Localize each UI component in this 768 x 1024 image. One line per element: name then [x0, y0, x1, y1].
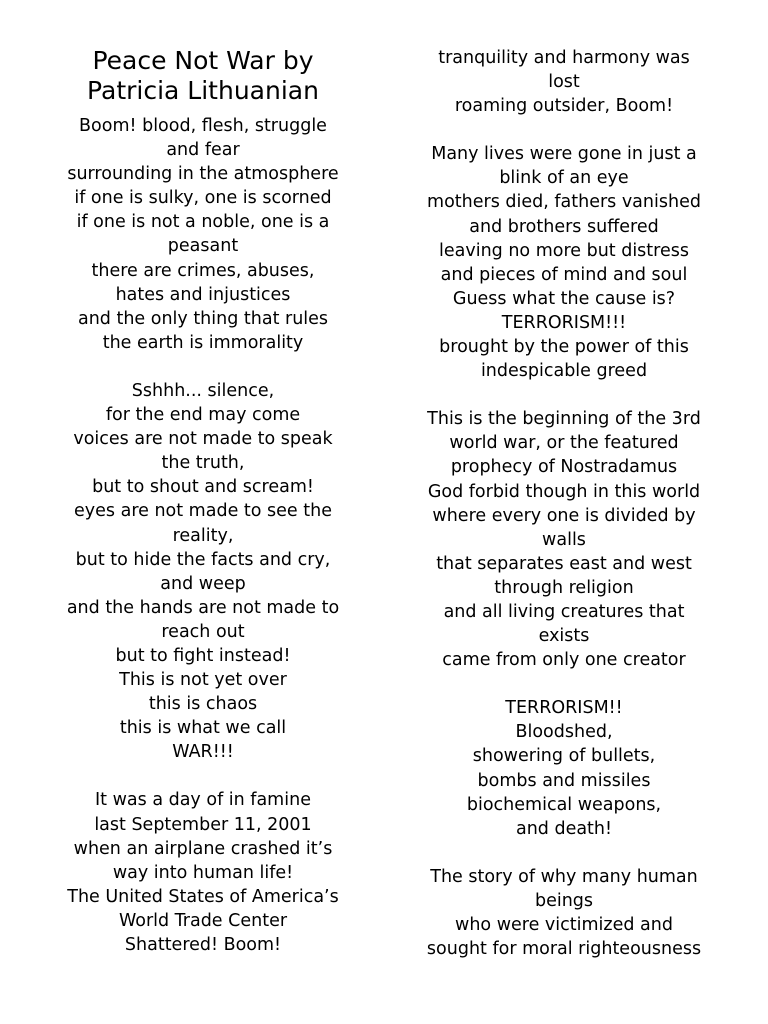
- poem-line: God forbid though in this world: [427, 481, 701, 502]
- poem-line: eyes are not made to see the: [74, 501, 332, 522]
- poem-line: and brothers suffered: [469, 216, 659, 237]
- poem-line: This is not yet over: [119, 670, 287, 691]
- poem-line: tranquility and harmony was: [438, 48, 690, 68]
- poem-line: for the end may come: [105, 405, 301, 426]
- poem-line: WAR!!!: [172, 742, 234, 763]
- poem-line: this is chaos: [148, 694, 258, 715]
- poem-line: biochemical weapons,: [466, 794, 662, 815]
- poem-line: The story of why many human: [430, 866, 698, 887]
- poem-stanza: [398, 865, 730, 961]
- poem-line: showering of bullets,: [472, 746, 656, 767]
- poem-line: beings: [534, 890, 594, 911]
- poem-line: who were victimized and: [455, 915, 673, 935]
- poem-stanza: [36, 379, 370, 765]
- poem-line: Sshhh... silence,: [131, 380, 275, 401]
- poem-line: The United States of America’s: [67, 886, 339, 907]
- poem-line: and pieces of mind and soul: [440, 264, 688, 285]
- poem-line: last September 11, 2001: [94, 814, 312, 835]
- poem-line: but to shout and scream!: [92, 477, 314, 498]
- poem-line: Shattered! Boom!: [124, 935, 282, 955]
- right-stanzas: [398, 46, 730, 961]
- poem-line: Boom! blood, flesh, struggle: [79, 116, 327, 136]
- poem-line: this is what we call: [119, 718, 287, 739]
- poem-line: world war, or the featured: [449, 433, 679, 454]
- poem-line: and fear: [166, 140, 240, 161]
- poem-line: the truth,: [161, 453, 245, 474]
- poem-title: [36, 46, 370, 106]
- left-stanzas: [36, 114, 370, 957]
- poem-line: peasant: [167, 236, 239, 257]
- poem-line: TERRORISM!!: [505, 698, 623, 719]
- poem-line: Bloodshed,: [515, 722, 613, 743]
- poem-stanza: [398, 46, 730, 118]
- poem-line: but to hide the facts and cry,: [75, 549, 331, 570]
- poem-line: prophecy of Nostradamus: [450, 457, 678, 478]
- poem-line: leaving no more but distress: [439, 240, 689, 261]
- poem-line: and all living creatures that: [443, 601, 685, 622]
- poem-line: voices are not made to speak: [73, 429, 333, 450]
- poem-line: and the hands are not made to: [66, 597, 340, 618]
- poem-line: if one is not a noble, one is a: [76, 212, 330, 233]
- poem-stanza: [398, 696, 730, 841]
- poem-line: way into human life!: [112, 862, 294, 883]
- poem-stanza: [36, 788, 370, 957]
- poem-left-column: [36, 46, 370, 981]
- poem-line: where every one is divided by: [432, 505, 696, 526]
- poem-line: hates and injustices: [115, 284, 291, 305]
- poem-line: there are crimes, abuses,: [91, 260, 315, 281]
- poem-line: TERRORISM!!!: [501, 312, 627, 333]
- poem-line: indespicable greed: [480, 361, 648, 382]
- poem-line: brought by the power of this: [439, 337, 689, 358]
- poem-line: It was a day of in famine: [95, 790, 311, 811]
- poem-line: and death!: [515, 818, 613, 839]
- poem-line: roaming outsider, Boom!: [454, 96, 674, 117]
- poem-line: bombs and missiles: [477, 770, 651, 791]
- poem-line: and weep: [160, 573, 246, 594]
- poem-stanza: [398, 142, 730, 383]
- poem-stanza: [36, 114, 370, 355]
- poem-line: World Trade Center: [118, 910, 288, 931]
- poem-line: reach out: [161, 621, 245, 642]
- poem-line: that separates east and west: [436, 553, 692, 574]
- poem-title-line: Patricia Lithuanian: [87, 76, 319, 105]
- poem-line: when an airplane crashed it’s: [73, 838, 333, 859]
- poem-line: blink of an eye: [499, 168, 629, 189]
- poem-line: exists: [538, 626, 590, 647]
- poem-line: and the only thing that rules: [77, 308, 329, 329]
- poem-line: if one is sulky, one is scorned: [74, 188, 332, 209]
- poem-line: sought for moral righteousness: [426, 939, 702, 960]
- poem-line: came from only one creator: [442, 650, 686, 671]
- poem-line: lost: [548, 72, 580, 93]
- poem-line: mothers died, fathers vanished: [427, 192, 701, 213]
- poem-line: but to fight instead!: [115, 645, 291, 666]
- poem-line: walls: [542, 529, 586, 550]
- poem-line: This is the beginning of the 3rd: [427, 409, 701, 430]
- poem-line: reality,: [172, 525, 234, 546]
- poem-stanza: [398, 407, 730, 672]
- poem-right-column: [398, 46, 730, 985]
- poem-line: Guess what the cause is?: [452, 288, 676, 309]
- poem-line: the earth is immorality: [102, 332, 304, 353]
- poem-line: surrounding in the atmosphere: [67, 164, 339, 185]
- poem-line: Many lives were gone in just a: [431, 144, 697, 165]
- poem-title-line: Peace Not War by: [92, 46, 314, 75]
- poem-line: through religion: [494, 577, 634, 598]
